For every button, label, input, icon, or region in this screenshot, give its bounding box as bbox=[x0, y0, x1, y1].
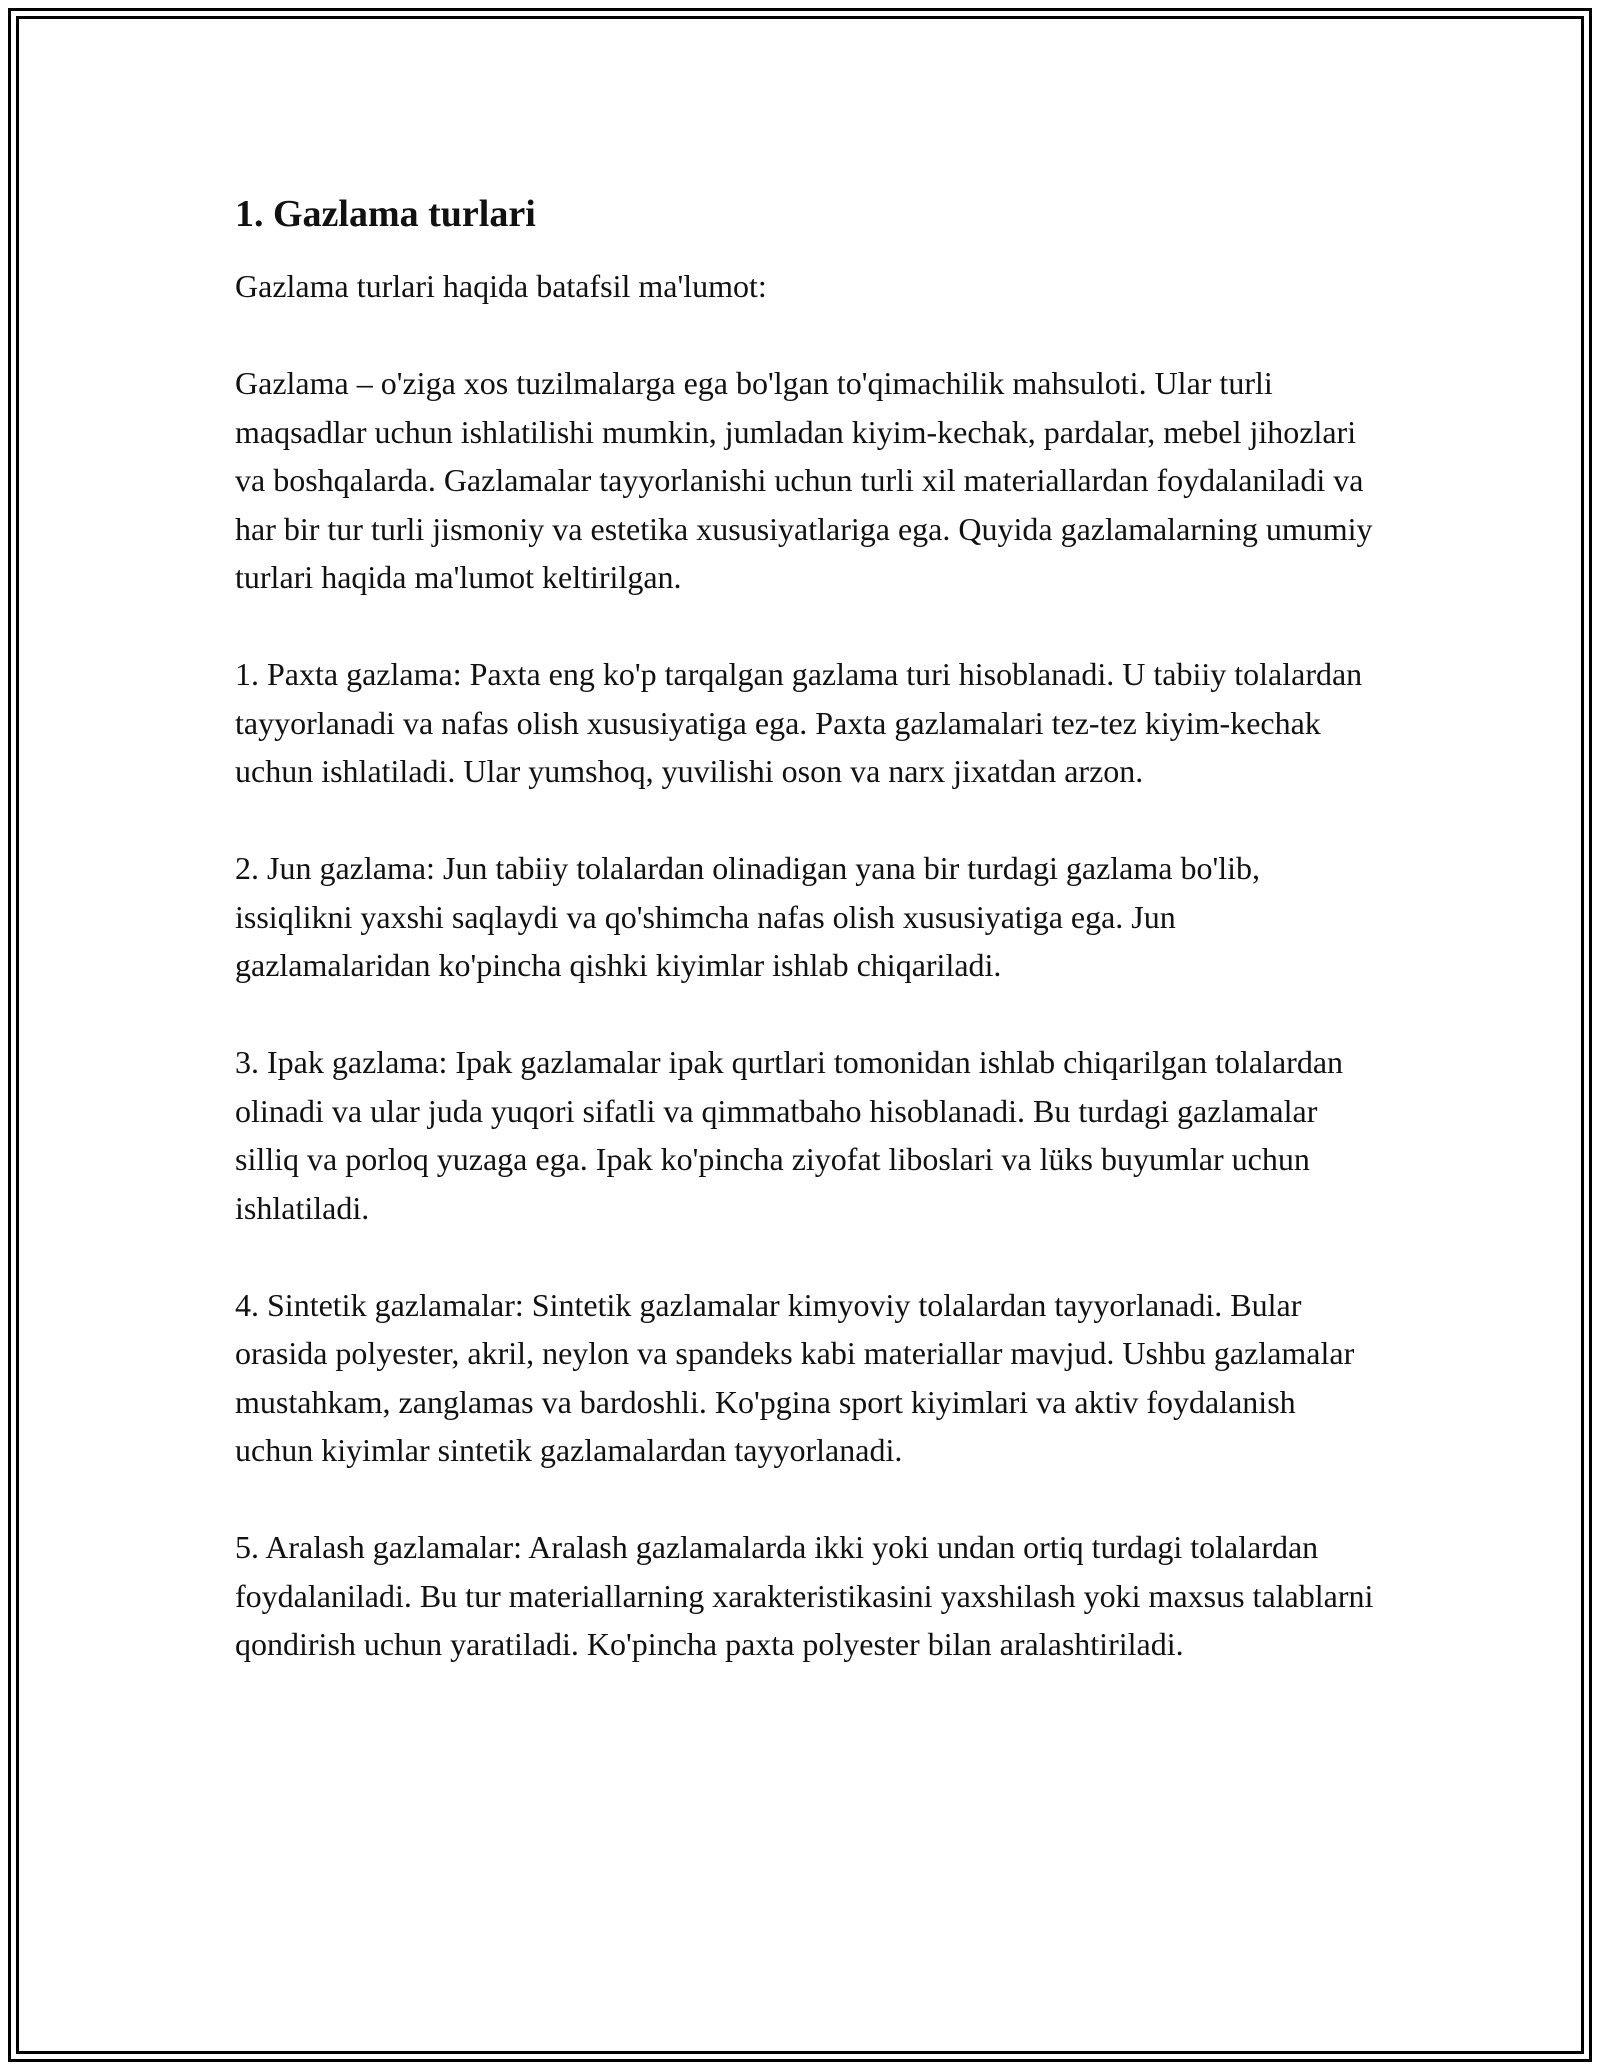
section-heading: 1. Gazlama turlari bbox=[235, 193, 536, 235]
synthetic-fabric-paragraph: 4. Sintetik gazlamalar: Sintetik gazlamalar kimyoviy tolalardan tayyorlanadi. Bular orasida polyester, akril, neylon va spandeks kabi materiallar mavjud. Ushbu gazlamalar mustahkam, zanglamas va bardoshli. Ko'pgina sport kiyimlari va aktiv foydalanish uchun kiyimlar sintetik gazlamalardan tayyorlanadi. bbox=[235, 1286, 1355, 1468]
intro-line: Gazlama turlari haqida batafsil ma'lumot: bbox=[235, 268, 767, 304]
blended-fabric-paragraph: 5. Aralash gazlamalar: Aralash gazlamalarda ikki yoki undan ortiq turdagi tolalardan foydalaniladi. Bu tur materiallarning xarakteristikasini yaxshilash yoki maxsus talablarni qondirish uchun yaratiladi. Ko'pincha paxta polyester bilan aralashtiriladi. bbox=[235, 1529, 1374, 1662]
silk-fabric-paragraph: 3. Ipak gazlama: Ipak gazlamalar ipak qurtlari tomonidan ishlab chiqarilgan tolalardan olinadi va ular juda yuqori sifatli va qimmatbaho hisoblanadi. Bu turdagi gazlamalar silliq va porloq yuzaga ega. Ipak ko'pincha ziyofat liboslari va lüks buyumlar uchun ishlatiladi. bbox=[235, 1044, 1344, 1226]
definition-paragraph: Gazlama – o'ziga xos tuzilmalarga ega bo'lgan to'qimachilik mahsuloti. Ular turli maqsadlar uchun ishlatilishi mumkin, jumladan kiyim-kechak, pardalar, mebel jihozlari va boshqalarda. Gazlamalar tayyorlanishi uchun turli xil materiallardan foydalaniladi va har bir tur turli jismoniy va estetika xususiyatlariga ega. Quyida gazlamalarning umumiy turlari haqida ma'lumot keltirilgan. bbox=[235, 365, 1373, 595]
wool-fabric-paragraph: 2. Jun gazlama: Jun tabiiy tolalardan olinadigan yana bir turdagi gazlama bo'lib, issiqlikni yaxshi saqlaydi va qo'shimcha nafas olish xususiyatiga ega. Jun gazlamalaridan ko'pincha qishki kiyimlar ishlab chiqariladi. bbox=[235, 850, 1261, 983]
cotton-fabric-paragraph: 1. Paxta gazlama: Paxta eng ko'p tarqalgan gazlama turi hisoblanadi. U tabiiy tolalardan tayyorlanadi va nafas olish xususiyatiga ega. Paxta gazlamalari tez-tez kiyim-kechak uchun ishlatiladi. Ular yumshoq, yuvilishi oson va narx jixatdan arzon. bbox=[235, 656, 1363, 789]
document-body bbox=[235, 190, 1375, 1669]
